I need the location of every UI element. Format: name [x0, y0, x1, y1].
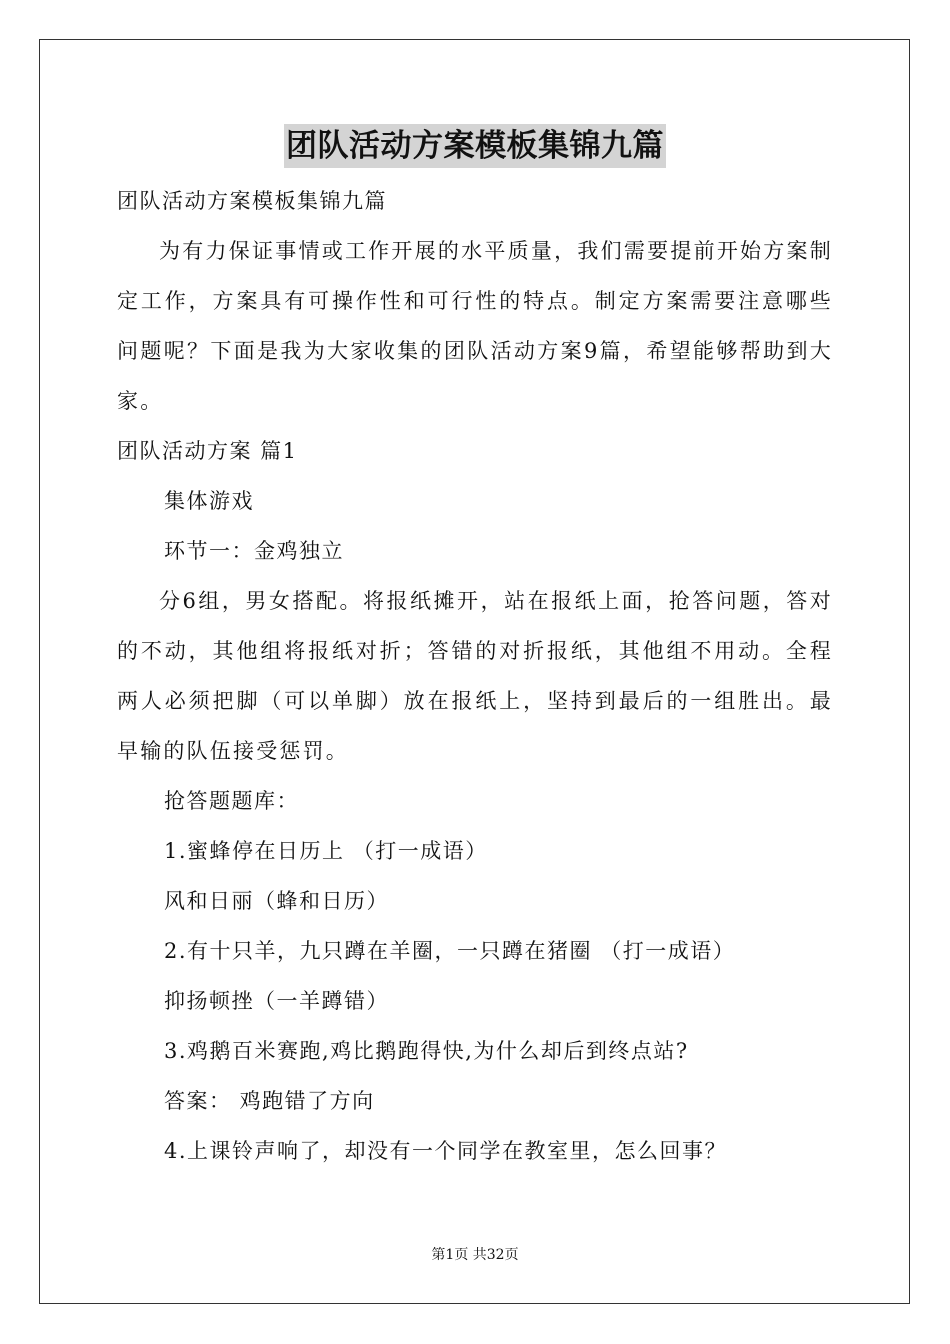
title-container: [117, 124, 833, 168]
question-1: 1.蜜蜂停在日历上 （打一成语）: [164, 839, 488, 863]
question-bank-title: 抢答题题库：: [164, 789, 299, 813]
question-4: 4.上课铃声响了，却没有一个同学在教室里，怎么回事？: [164, 1139, 728, 1163]
question-2: 2.有十只羊，九只蹲在羊圈，一只蹲在猪圈 （打一成语）: [164, 939, 736, 963]
question-3: 3.鸡鹅百米赛跑,鸡比鹅跑得快,为什么却后到终点站?: [164, 1039, 689, 1063]
segment-title: 环节一：金鸡独立: [164, 539, 344, 563]
answer-2: 抑扬顿挫（一羊蹲错）: [164, 989, 389, 1013]
intro-text: 为有力保证事情或工作开展的水平质量，我们需要提前开始方案制定工作，方案具有可操作性和可行性的特点。制定方案需要注意哪些问题呢？下面是我为大家收集的团队活动方案9篇，希望能够帮助到大家。: [117, 239, 833, 413]
section-heading: 团队活动方案 篇1: [117, 439, 298, 463]
document-body: [117, 124, 833, 1176]
document-title: 团队活动方案模板集锦九篇: [284, 124, 666, 168]
activity-name: 集体游戏: [164, 489, 254, 513]
answer-3: 答案： 鸡跑错了方向: [164, 1089, 375, 1113]
rules-text: 分6组，男女搭配。将报纸摊开，站在报纸上面，抢答问题，答对的不动，其他组将报纸对折；答错的对折报纸，其他组不用动。全程两人必须把脚（可以单脚）放在报纸上，坚持到最后的一组胜出。最早输的队伍接受惩罚。: [117, 589, 833, 763]
intro-paragraph: [117, 226, 833, 426]
subtitle: 团队活动方案模板集锦九篇: [117, 189, 387, 213]
page-footer: 第1页 共32页: [431, 1247, 519, 1263]
rules-paragraph: [117, 576, 833, 776]
answer-1: 风和日丽（蜂和日历）: [164, 889, 389, 913]
